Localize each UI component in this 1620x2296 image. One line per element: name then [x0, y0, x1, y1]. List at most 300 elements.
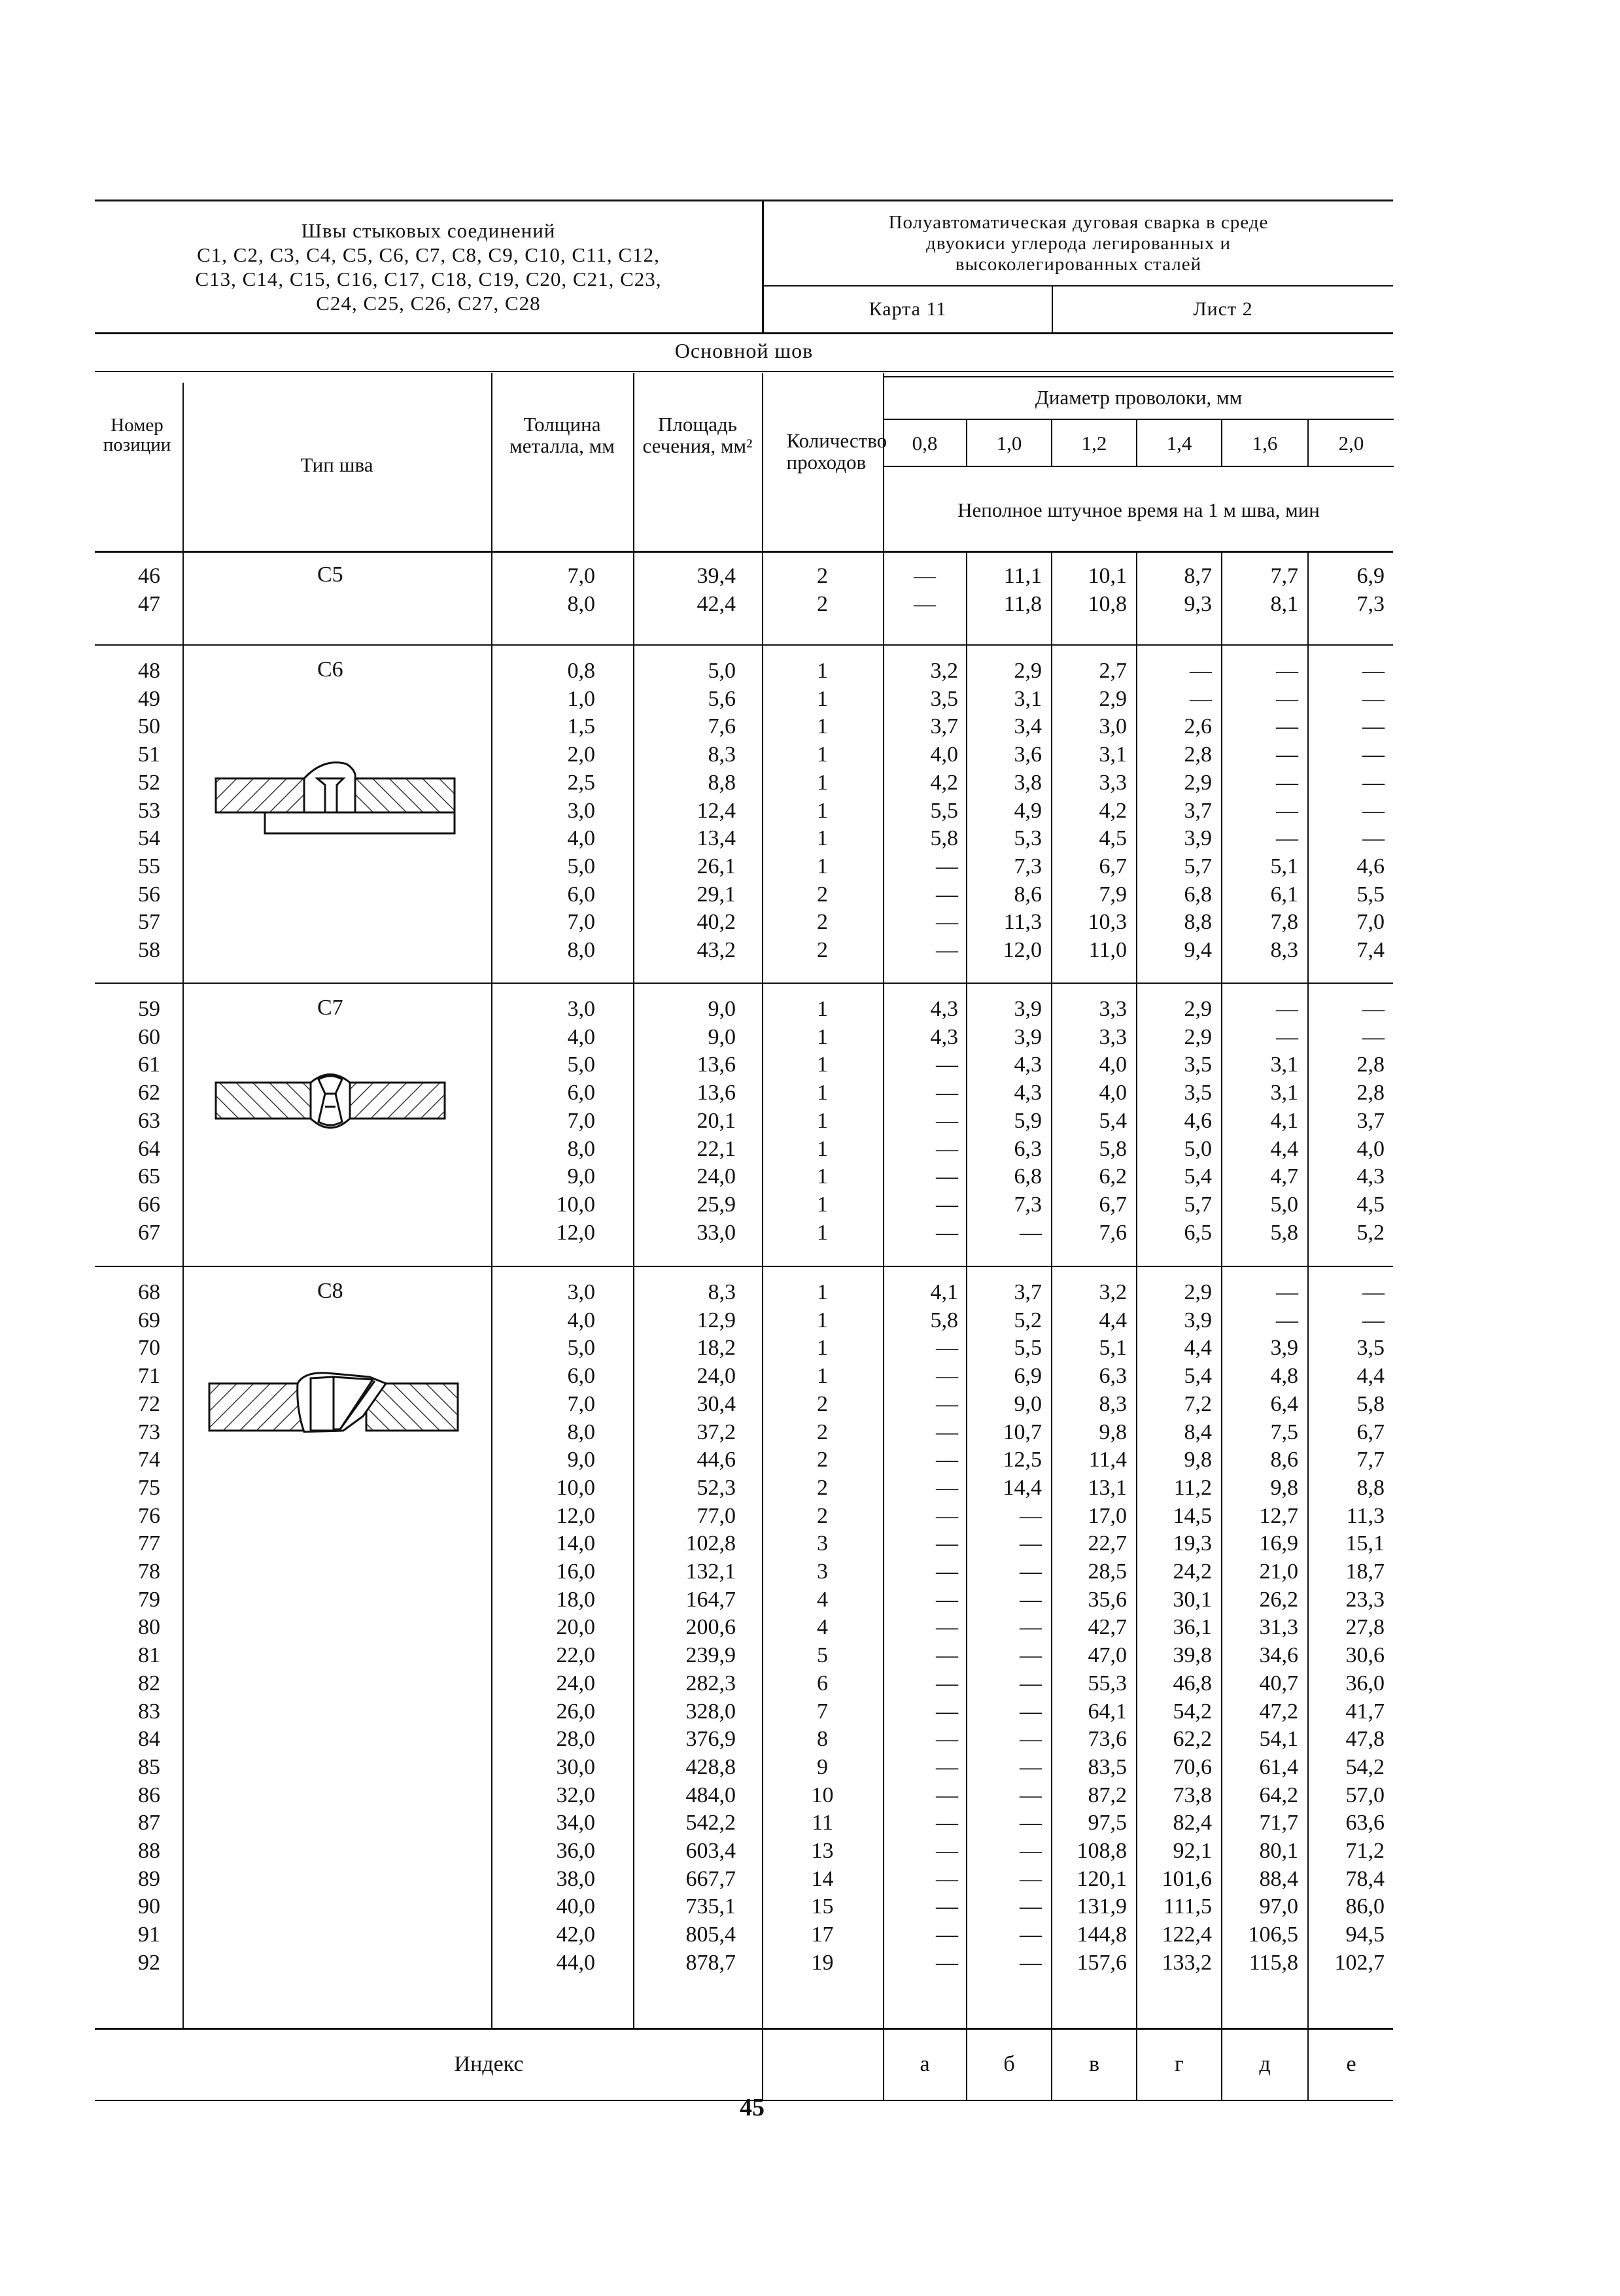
table-cell: 43,2	[697, 938, 736, 963]
table-cell: 88,4	[1259, 1866, 1298, 1891]
column-header-passes	[763, 383, 888, 520]
table-cell: —	[936, 1503, 958, 1528]
table-cell: 12,0	[556, 1503, 595, 1528]
time-d08-values	[884, 996, 958, 1247]
table-cell: 6,8	[1184, 882, 1212, 907]
table-cell: 21,0	[1259, 1559, 1298, 1584]
table-cell: —	[936, 882, 958, 907]
group-separator	[95, 1266, 1393, 1267]
table-cell: 66	[138, 1192, 160, 1217]
table-cell: 878,7	[685, 1950, 736, 1975]
table-cell: 7,9	[1099, 882, 1127, 907]
column-header-area	[634, 383, 761, 487]
table-cell: 11,2	[1173, 1475, 1212, 1500]
table-cell: 47,2	[1259, 1699, 1298, 1724]
table-cell: 4,0	[567, 1308, 595, 1332]
table-cell: 2,8	[1356, 1081, 1385, 1105]
table-cell: —	[936, 1081, 958, 1105]
table-cell: 3,4	[1014, 714, 1042, 739]
diameter-1-6: 1,6	[1252, 431, 1278, 455]
table-cell: 4,6	[1184, 1108, 1212, 1133]
table-cell: 131,9	[1077, 1894, 1127, 1919]
table-cell: 2	[817, 1503, 828, 1528]
table-cell: 106,5	[1248, 1922, 1298, 1947]
table-cell: 2,9	[1014, 659, 1042, 683]
table-cell: 9,8	[1099, 1419, 1127, 1444]
table-cell: 79	[138, 1587, 160, 1612]
table-cell: —	[1190, 659, 1212, 683]
thickness-values	[497, 657, 595, 965]
table-cell: 71	[138, 1364, 160, 1389]
table-cell: 78,4	[1345, 1866, 1385, 1891]
table-cell: 3,5	[1184, 1081, 1212, 1105]
table-cell: 1	[817, 1220, 828, 1245]
table-cell: —	[1020, 1811, 1042, 1835]
welding-method-line: Полуавтоматическая дуговая сварка в среде	[888, 212, 1269, 233]
table-cell: 1	[817, 826, 828, 851]
table-cell: —	[936, 910, 958, 935]
index-v: в	[1088, 2052, 1100, 2076]
table-cell: 7,8	[1270, 910, 1298, 935]
table-cell: 2,8	[1356, 1052, 1385, 1077]
table-cell: 0,8	[567, 659, 595, 683]
time-d12-values	[1052, 1279, 1127, 1977]
table-cell: 282,3	[685, 1671, 736, 1696]
table-cell: 1	[817, 686, 828, 711]
table-cell: —	[936, 1108, 958, 1133]
table-cell: 5,8	[930, 1308, 958, 1332]
table-cell: 80,1	[1259, 1839, 1298, 1864]
table-cell: 26,0	[556, 1699, 595, 1724]
passes-values	[763, 996, 882, 1247]
table-rule	[884, 466, 1394, 467]
table-cell: 82	[138, 1671, 160, 1696]
table-cell: 603,4	[685, 1839, 736, 1864]
table-cell: —	[936, 1839, 958, 1864]
table-cell: 90	[138, 1894, 160, 1919]
table-cell: 36,0	[1345, 1671, 1385, 1696]
table-cell: 5,4	[1184, 1364, 1212, 1389]
table-cell: —	[914, 564, 936, 588]
table-cell: 5	[817, 1643, 828, 1668]
table-cell: 164,7	[685, 1587, 736, 1612]
table-cell: 44,6	[697, 1448, 736, 1472]
table-cell: 4,3	[1356, 1164, 1385, 1189]
table-cell: —	[1020, 1754, 1042, 1779]
table-cell: 4,4	[1184, 1336, 1212, 1361]
time-d08-values	[884, 1279, 958, 1977]
table-cell: 4,5	[1356, 1192, 1385, 1217]
table-cell: 3,1	[1270, 1081, 1298, 1105]
table-cell: 1	[817, 1308, 828, 1332]
table-cell: 11,1	[1003, 564, 1042, 588]
time-d16-values	[1222, 996, 1298, 1247]
table-cell: 1	[817, 1164, 828, 1189]
table-cell: 9,0	[567, 1448, 595, 1472]
table-cell: 72	[138, 1391, 160, 1416]
table-cell: 9,0	[708, 1024, 736, 1049]
table-cell: —	[936, 1950, 958, 1975]
table-cell: 7,0	[567, 1108, 595, 1133]
table-cell: 30,0	[556, 1754, 595, 1779]
table-cell: 8,7	[1184, 564, 1212, 588]
joint-types-title	[95, 201, 762, 332]
table-cell: 1	[817, 1364, 828, 1389]
table-cell: 30,6	[1345, 1643, 1385, 1668]
table-cell: 5,0	[567, 854, 595, 878]
table-rule	[1136, 419, 1137, 466]
weld-type-label: С5	[317, 563, 343, 587]
table-rule	[1307, 419, 1309, 466]
table-cell: 47,0	[1088, 1643, 1127, 1668]
table-cell: 7,7	[1270, 564, 1298, 588]
table-cell: 3,9	[1014, 1024, 1042, 1049]
table-cell: 5,1	[1270, 854, 1298, 878]
column-rule	[182, 383, 184, 2028]
table-cell: 92	[138, 1950, 160, 1975]
table-cell: —	[936, 1336, 958, 1361]
table-cell: 5,4	[1099, 1108, 1127, 1133]
table-cell: 35,6	[1088, 1587, 1127, 1612]
table-cell: 8,8	[1356, 1475, 1385, 1500]
table-cell: 82,4	[1173, 1811, 1212, 1835]
table-cell: 73,6	[1088, 1727, 1127, 1752]
table-cell: 11,3	[1346, 1503, 1385, 1528]
table-cell: 70	[138, 1336, 160, 1361]
table-cell: 10,8	[1088, 591, 1127, 616]
table-cell: 3	[817, 1559, 828, 1584]
table-cell: 4,4	[1099, 1308, 1127, 1332]
table-cell: 2,9	[1184, 997, 1212, 1021]
table-cell: 54,2	[1345, 1754, 1385, 1779]
table-cell: 62	[138, 1081, 160, 1105]
table-cell: 2,5	[567, 770, 595, 795]
table-cell: 57,0	[1345, 1783, 1385, 1807]
table-cell: —	[936, 1754, 958, 1779]
table-cell: 42,4	[697, 591, 736, 616]
thickness-values	[497, 1279, 595, 1977]
table-cell: 8,0	[567, 1419, 595, 1444]
table-cell: —	[1276, 826, 1298, 851]
table-cell: 36,0	[556, 1839, 595, 1864]
table-cell: 10	[811, 1783, 834, 1807]
table-cell: 7,3	[1014, 1192, 1042, 1217]
table-cell: —	[1020, 1615, 1042, 1640]
table-cell: 23,3	[1345, 1587, 1385, 1612]
sheet-number: Лист 2	[1193, 298, 1253, 320]
column-header-label: Количество проходов	[786, 429, 888, 474]
table-cell: 59	[138, 997, 160, 1021]
table-cell: 12,0	[1003, 938, 1042, 963]
weld-type-label: С7	[317, 996, 343, 1020]
table-cell: —	[1020, 1727, 1042, 1752]
table-cell: —	[1276, 742, 1298, 767]
table-cell: 77	[138, 1531, 160, 1556]
table-cell: 4	[817, 1587, 828, 1612]
weld-type-label: С8	[317, 1279, 343, 1303]
table-cell: 63,6	[1345, 1811, 1385, 1835]
table-cell: 6,4	[1270, 1391, 1298, 1416]
weld-c7-diagram	[213, 1060, 448, 1138]
position-numbers	[98, 1279, 160, 1977]
table-cell: 13,6	[697, 1052, 736, 1077]
table-cell: 88	[138, 1839, 160, 1864]
table-cell: 6,7	[1356, 1419, 1385, 1444]
table-cell: 84	[138, 1727, 160, 1752]
table-cell: 54	[138, 826, 160, 851]
table-cell: 68	[138, 1280, 160, 1304]
table-cell: 2,9	[1184, 770, 1212, 795]
table-cell: 3,5	[930, 686, 958, 711]
table-cell: 2,0	[567, 742, 595, 767]
table-cell: 1	[817, 1024, 828, 1049]
welding-method-line: двуокиси углерода легированных и	[925, 233, 1232, 254]
table-cell: 102,8	[685, 1531, 736, 1556]
table-cell: —	[1276, 659, 1298, 683]
table-cell: 54,1	[1259, 1727, 1298, 1752]
table-cell: 120,1	[1077, 1866, 1127, 1891]
table-cell: —	[936, 1559, 958, 1584]
table-cell: 42,0	[556, 1922, 595, 1947]
table-cell: 39,8	[1173, 1643, 1212, 1668]
table-cell: 47,8	[1345, 1727, 1385, 1752]
index-b: б	[1003, 2052, 1015, 2076]
table-cell: 65	[138, 1164, 160, 1189]
table-cell: 76	[138, 1503, 160, 1528]
table-cell: 3,5	[1184, 1052, 1212, 1077]
table-cell: 55,3	[1088, 1671, 1127, 1696]
table-cell: 53	[138, 798, 160, 823]
table-cell: 12,4	[697, 798, 736, 823]
table-cell: 5,0	[1270, 1192, 1298, 1217]
table-cell: 4,3	[1014, 1052, 1042, 1077]
column-rule	[633, 373, 634, 2028]
table-cell: 667,7	[685, 1866, 736, 1891]
card-number: Карта 11	[869, 298, 947, 320]
time-d16-values	[1222, 657, 1298, 965]
table-cell: 5,2	[1356, 1220, 1385, 1245]
area-values	[638, 563, 736, 618]
table-cell: 7,6	[708, 714, 736, 739]
table-cell: 12,0	[556, 1220, 595, 1245]
table-cell: 1	[817, 1336, 828, 1361]
weld-type-label: С6	[317, 657, 343, 682]
column-header-thickness	[492, 383, 632, 487]
time-d12-values	[1052, 657, 1127, 965]
table-cell: 2,7	[1099, 659, 1127, 683]
table-cell: —	[1276, 997, 1298, 1021]
table-cell: 239,9	[685, 1643, 736, 1668]
time-d20-values	[1309, 1279, 1385, 1977]
table-cell: 4,7	[1270, 1164, 1298, 1189]
table-cell: 34,0	[556, 1811, 595, 1835]
table-cell: 42,7	[1088, 1615, 1127, 1640]
table-cell: —	[936, 1192, 958, 1217]
table-cell: 64	[138, 1136, 160, 1161]
table-cell: 3,7	[1184, 798, 1212, 823]
table-cell: 2	[817, 564, 828, 588]
table-cell: 7,0	[567, 1391, 595, 1416]
group-separator	[95, 644, 1393, 646]
table-cell: —	[936, 1164, 958, 1189]
table-cell: 132,1	[685, 1559, 736, 1584]
table-cell: 6	[817, 1671, 828, 1696]
table-cell: 85	[138, 1754, 160, 1779]
table-cell: —	[936, 1783, 958, 1807]
table-cell: 7,0	[567, 910, 595, 935]
table-cell: —	[936, 1699, 958, 1724]
table-cell: 9,4	[1184, 938, 1212, 963]
table-cell: 805,4	[685, 1922, 736, 1947]
table-cell: 97,0	[1259, 1894, 1298, 1919]
table-cell: —	[936, 1922, 958, 1947]
table-cell: 60	[138, 1024, 160, 1049]
table-cell: 7,0	[567, 564, 595, 588]
index-g: г	[1175, 2052, 1184, 2076]
table-cell: 2	[817, 910, 828, 935]
table-cell: 87,2	[1088, 1783, 1127, 1807]
table-cell: 44,0	[556, 1950, 595, 1975]
table-cell: 12,5	[1003, 1448, 1042, 1472]
table-cell: 10,0	[556, 1475, 595, 1500]
table-cell: 3,6	[1014, 742, 1042, 767]
table-cell: 3,0	[567, 997, 595, 1021]
table-cell: 46,8	[1173, 1671, 1212, 1696]
table-cell: 5,3	[1014, 826, 1042, 851]
column-header-label: Неполное штучное время на 1 м шва, мин	[957, 498, 1320, 521]
table-cell: 33,0	[697, 1220, 736, 1245]
table-cell: —	[1362, 798, 1385, 823]
table-cell: 13,1	[1088, 1475, 1127, 1500]
table-cell: 7,3	[1014, 854, 1042, 878]
table-cell: —	[1020, 1922, 1042, 1947]
table-cell: 10,1	[1088, 564, 1127, 588]
table-cell: 46	[138, 564, 160, 588]
time-d20-values	[1309, 996, 1385, 1247]
table-cell: 102,7	[1334, 1950, 1385, 1975]
table-cell: 2	[817, 591, 828, 616]
column-header-label: Тип шва	[300, 453, 373, 476]
table-cell: 3	[817, 1531, 828, 1556]
table-cell: 6,3	[1014, 1136, 1042, 1161]
time-d14-values	[1137, 996, 1212, 1247]
table-cell: 144,8	[1077, 1922, 1127, 1947]
column-header-label: Толщина металла, мм	[509, 413, 615, 457]
table-cell: 3,0	[567, 1280, 595, 1304]
table-cell: 10,3	[1088, 910, 1127, 935]
table-cell: 7,0	[1356, 910, 1385, 935]
table-cell: 4,5	[1099, 826, 1127, 851]
table-cell: 86	[138, 1783, 160, 1807]
table-cell: 83	[138, 1699, 160, 1724]
table-cell: 40,7	[1259, 1671, 1298, 1696]
table-cell: 4,9	[1014, 798, 1042, 823]
table-cell: 19	[811, 1950, 834, 1975]
table-cell: 57	[138, 910, 160, 935]
table-cell: 26,2	[1259, 1587, 1298, 1612]
table-cell: 5,4	[1184, 1164, 1212, 1189]
table-cell: 28,5	[1088, 1559, 1127, 1584]
time-d20-values	[1309, 563, 1385, 618]
table-cell: 20,1	[697, 1108, 736, 1133]
time-d12-values	[1052, 996, 1127, 1247]
table-cell: —	[936, 1052, 958, 1077]
table-cell: 24,0	[697, 1364, 736, 1389]
table-cell: —	[1020, 1783, 1042, 1807]
table-rule	[1221, 419, 1222, 466]
table-cell: 1	[817, 770, 828, 795]
table-cell: 4,0	[567, 1024, 595, 1049]
table-cell: 5,8	[1270, 1220, 1298, 1245]
table-cell: —	[936, 1136, 958, 1161]
table-cell: 37,2	[697, 1419, 736, 1444]
table-cell: 3,7	[930, 714, 958, 739]
table-cell: 8,6	[1270, 1448, 1298, 1472]
table-cell: 6,3	[1099, 1364, 1127, 1389]
table-cell: 11	[812, 1811, 833, 1835]
table-cell: 58	[138, 938, 160, 963]
table-cell: 542,2	[685, 1811, 736, 1835]
table-cell: 133,2	[1162, 1950, 1212, 1975]
table-cell: 81	[138, 1643, 160, 1668]
table-cell: 18,7	[1345, 1559, 1385, 1584]
diameter-1-2: 1,2	[1081, 431, 1107, 455]
table-cell: 3,2	[930, 659, 958, 683]
table-cell: 61	[138, 1052, 160, 1077]
time-d08-values	[884, 563, 966, 618]
table-cell: 6,0	[567, 1081, 595, 1105]
joint-types-line: Швы стыковых соединений	[301, 219, 556, 242]
table-cell: 376,9	[685, 1727, 736, 1752]
table-cell: 3,7	[1356, 1108, 1385, 1133]
table-cell: —	[1020, 1587, 1042, 1612]
table-cell: 3,9	[1184, 826, 1212, 851]
column-header-diameter	[884, 376, 1394, 419]
table-cell: 6,9	[1014, 1364, 1042, 1389]
table-cell: 30,1	[1173, 1587, 1212, 1612]
table-cell: 5,8	[930, 826, 958, 851]
table-cell: 4,0	[1099, 1052, 1127, 1077]
time-d14-values	[1137, 657, 1212, 965]
table-cell: —	[936, 1671, 958, 1696]
table-cell: 8,3	[1099, 1391, 1127, 1416]
table-cell: 20,0	[556, 1615, 595, 1640]
column-header-time	[884, 467, 1394, 552]
table-cell: 40,0	[556, 1894, 595, 1919]
table-cell: —	[936, 1220, 958, 1245]
group-separator	[95, 983, 1393, 984]
table-cell: —	[1362, 686, 1385, 711]
table-cell: 11,3	[1003, 910, 1042, 935]
table-cell: 52,3	[697, 1475, 736, 1500]
table-cell: 3,3	[1099, 770, 1127, 795]
table-cell: 2,9	[1184, 1024, 1212, 1049]
table-cell: —	[1020, 1699, 1042, 1724]
table-cell: 22,0	[556, 1643, 595, 1668]
table-cell: 6,1	[1270, 882, 1298, 907]
column-header-position	[93, 383, 181, 487]
table-cell: 1	[817, 659, 828, 683]
table-cell: 1	[817, 997, 828, 1021]
table-cell: 4	[817, 1615, 828, 1640]
table-rule	[1051, 419, 1052, 466]
diameter-1-0: 1,0	[996, 431, 1022, 455]
table-cell: 7,6	[1099, 1220, 1127, 1245]
table-cell: 7,2	[1184, 1391, 1212, 1416]
table-cell: 54,2	[1173, 1699, 1212, 1724]
table-cell: 4,3	[930, 1024, 958, 1049]
table-cell: 63	[138, 1108, 160, 1133]
